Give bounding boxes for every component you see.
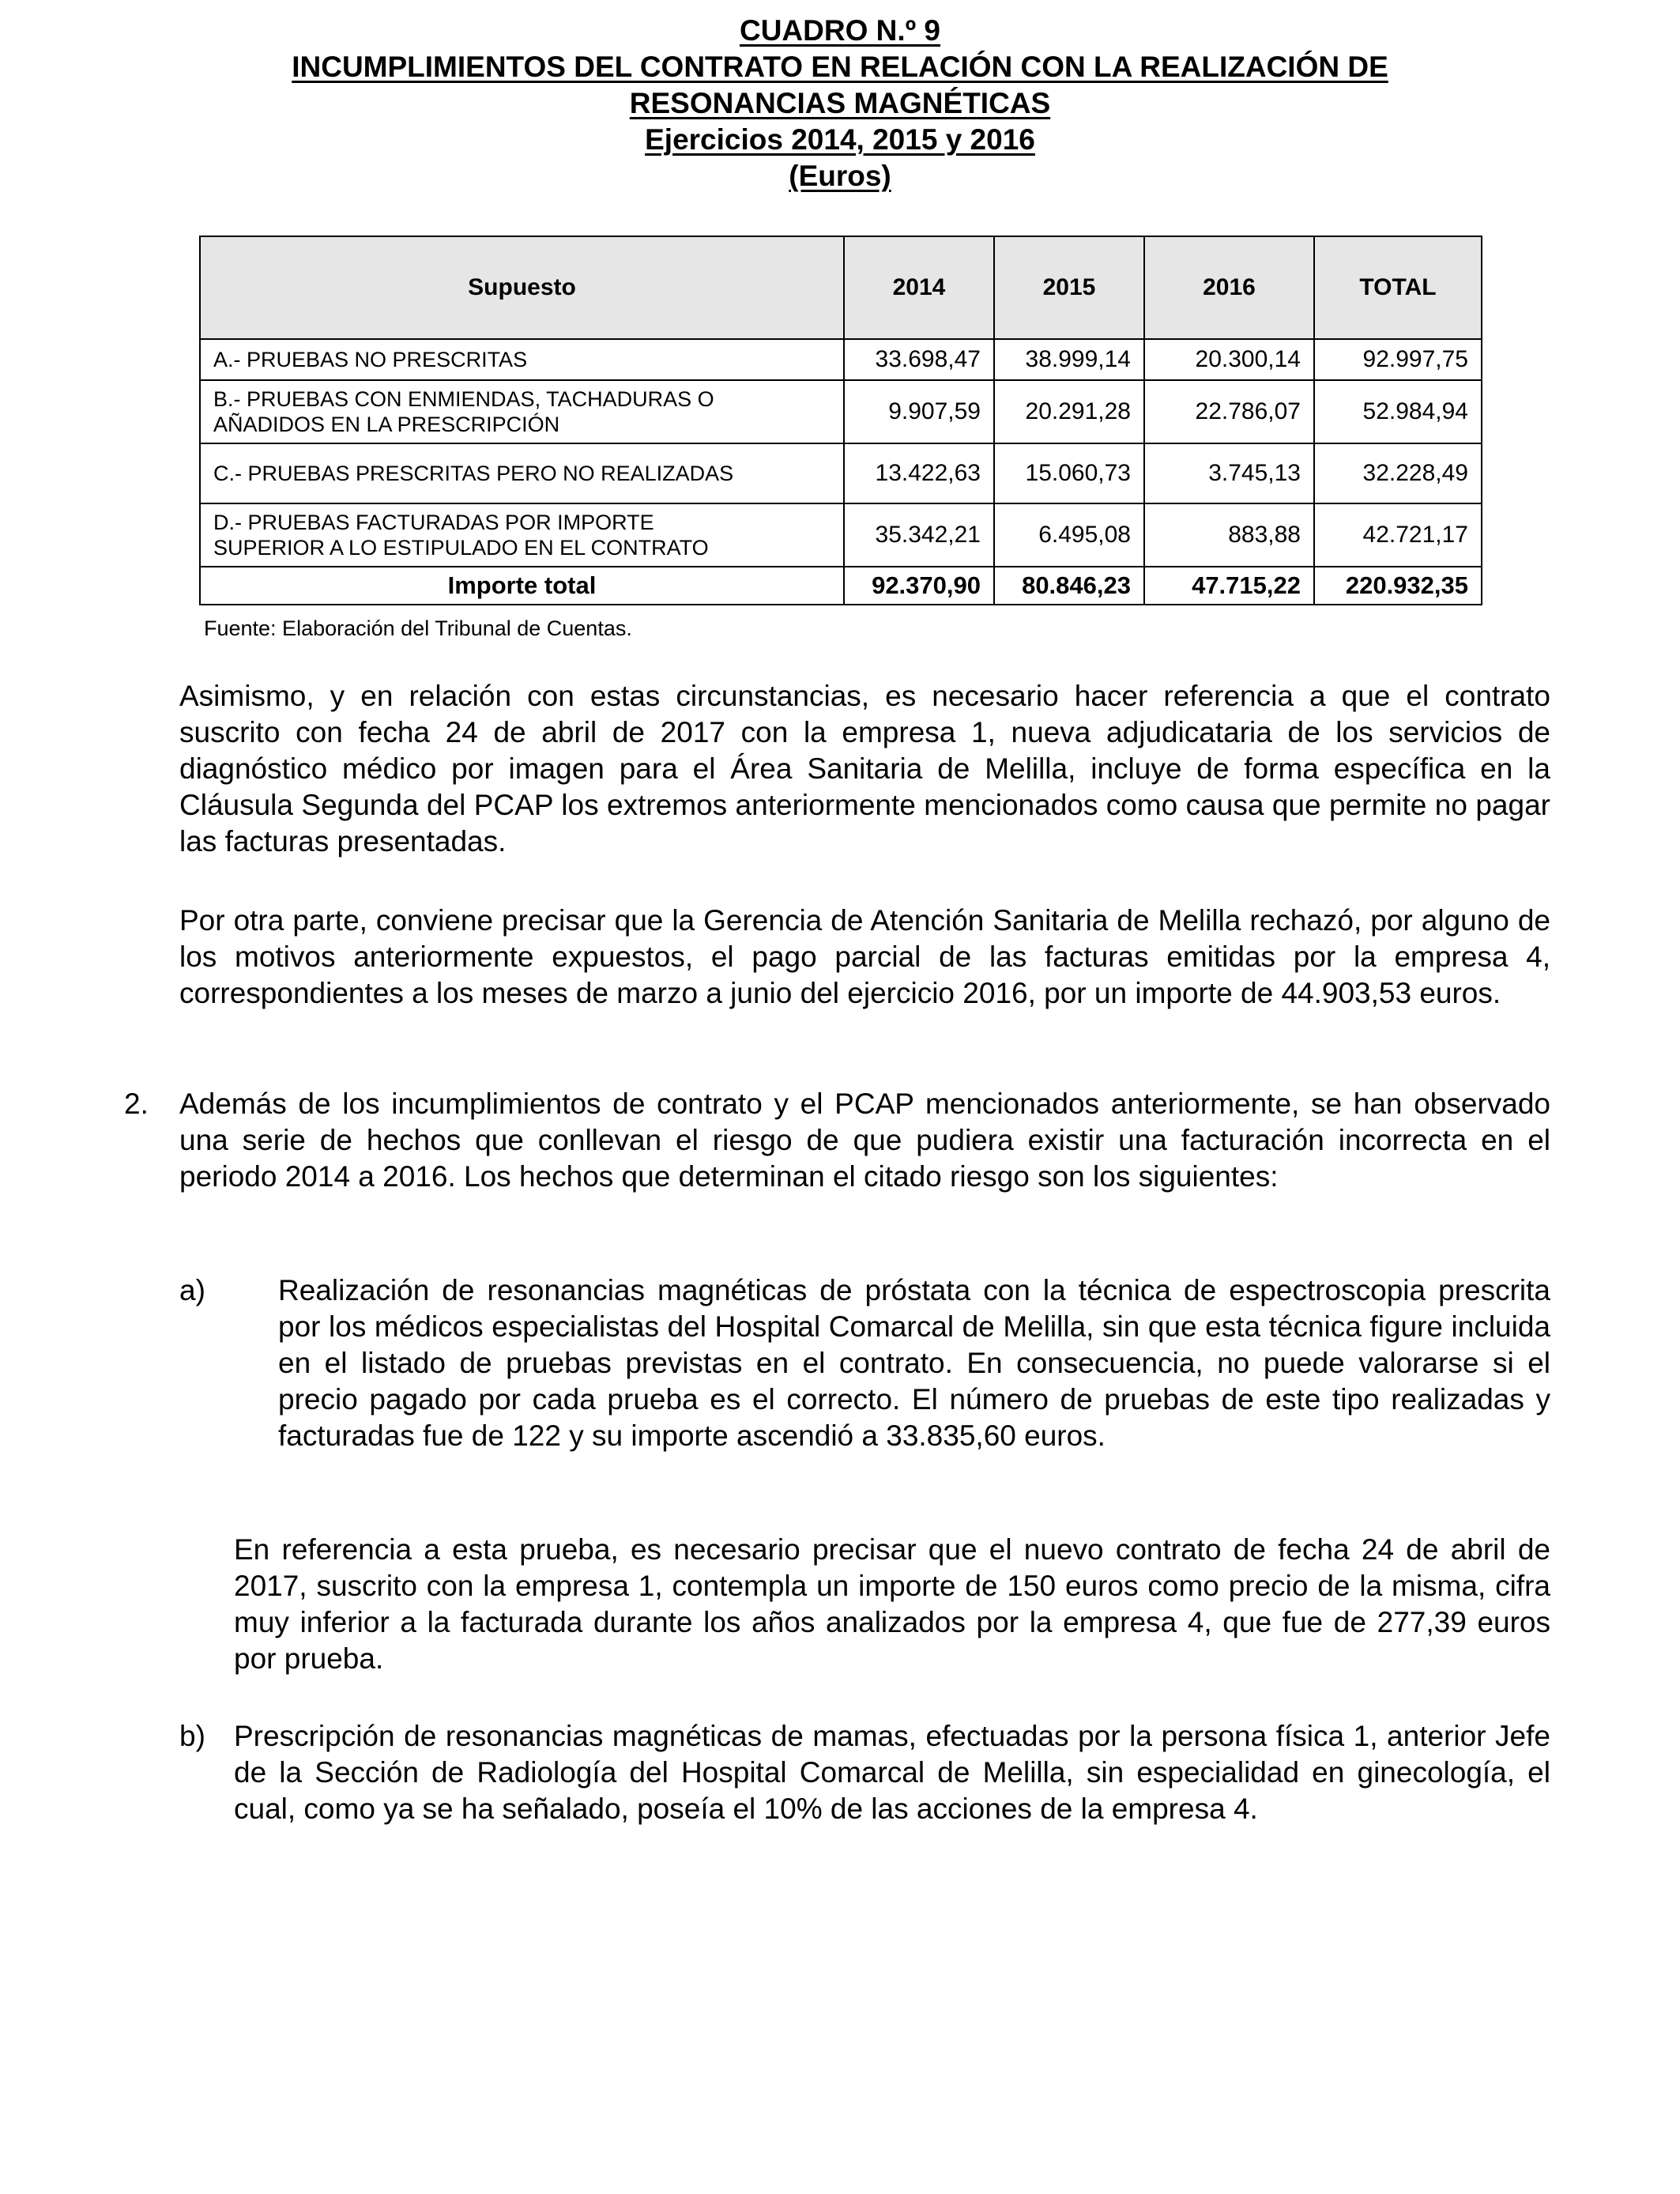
cell-2014: 9.907,59	[844, 380, 994, 443]
paragraph-item-a-cont: En referencia a esta prueba, es necesario precisar que el nuevo contrato de fecha 24 de abril de 2017, suscrito con la empresa 1, contempla un importe de 150 euros como precio de la misma, cifra muy inferior a la facturada durante los años analizados por la empresa 4, que fue de 277,39 euros por prueba.	[234, 1533, 1550, 1675]
cell-2016: 22.786,07	[1144, 380, 1314, 443]
concept-text: C.- PRUEBAS PRESCRITAS PERO NO REALIZADAS	[213, 462, 734, 485]
table-source-note: Fuente: Elaboración del Tribunal de Cuentas.	[204, 616, 632, 640]
data-table	[199, 236, 1482, 605]
concept-text: D.- PRUEBAS FACTURADAS POR IMPORTE	[213, 511, 654, 534]
total-2014: 92.370,90	[844, 567, 994, 605]
table-row	[200, 503, 1482, 567]
table-row	[200, 443, 1482, 503]
total-label: Importe total	[200, 567, 844, 605]
cell-2015: 20.291,28	[994, 380, 1144, 443]
total-total: 220.932,35	[1314, 567, 1482, 605]
cell-2014: 13.422,63	[844, 443, 994, 503]
row-concept	[200, 503, 844, 567]
cell-2016: 20.300,14	[1144, 339, 1314, 380]
paragraph-asimismo: Asimismo, y en relación con estas circunstancias, es necesario hacer referencia a que el contrato suscrito con fecha 24 de abril de 2017 con la empresa 1, nueva adjudicataria de los servicios de diagnóstico médico por imagen para el Área Sanitaria de Melilla, incluye de forma específica en la Cláusula Segunda del PCAP los extremos anteriormente mencionados como causa que permite no pagar las facturas presentadas.	[179, 680, 1550, 858]
cell-total: 32.228,49	[1314, 443, 1482, 503]
cell-2014: 33.698,47	[844, 339, 994, 380]
cell-2014: 35.342,21	[844, 503, 994, 567]
paragraph-por-otra-parte: Por otra parte, conviene precisar que la Gerencia de Atención Sanitaria de Melilla rechazó, por alguno de los motivos anteriormente expuestos, el pago parcial de las facturas emitidas por la empresa 4, correspondientes a los meses de marzo a junio del ejercicio 2016, por un importe de 44.903,53 euros.	[179, 904, 1550, 1009]
cell-total: 42.721,17	[1314, 503, 1482, 567]
paragraph-item-b: Prescripción de resonancias magnéticas de mamas, efectuadas por la persona física 1, anterior Jefe de la Sección de Radiología del Hospital Comarcal de Melilla, sin especialidad en ginecología, el cual, como ya se ha señalado, poseía el 10% de las acciones de la empresa 4.	[234, 1720, 1550, 1825]
list-marker-2: 2.	[124, 1088, 149, 1120]
table-row	[200, 339, 1482, 380]
title-line-4: Ejercicios 2014, 2015 y 2016	[645, 123, 1035, 156]
concept-text: A.- PRUEBAS NO PRESCRITAS	[213, 348, 528, 371]
row-concept	[200, 339, 844, 380]
cell-2015: 15.060,73	[994, 443, 1144, 503]
header-2014: 2014	[844, 236, 994, 339]
cell-2016: 883,88	[1144, 503, 1314, 567]
cell-2016: 3.745,13	[1144, 443, 1314, 503]
row-concept	[200, 443, 844, 503]
list-marker-b: b)	[179, 1720, 205, 1752]
concept-text-cont: AÑADIDOS EN LA PRESCRIPCIÓN	[213, 413, 560, 436]
header-2015: 2015	[994, 236, 1144, 339]
title-line-1: CUADRO N.º 9	[739, 14, 941, 47]
concept-text: B.- PRUEBAS CON ENMIENDAS, TACHADURAS O	[213, 387, 714, 411]
total-row	[200, 567, 1482, 605]
header-supuesto: Supuesto	[200, 236, 844, 339]
cell-2015: 38.999,14	[994, 339, 1144, 380]
total-2015: 80.846,23	[994, 567, 1144, 605]
table-header-row	[200, 236, 1482, 339]
total-2016: 47.715,22	[1144, 567, 1314, 605]
header-2016: 2016	[1144, 236, 1314, 339]
cell-total: 52.984,94	[1314, 380, 1482, 443]
table-row	[200, 380, 1482, 443]
concept-text-cont: SUPERIOR A LO ESTIPULADO EN EL CONTRATO	[213, 536, 709, 560]
list-marker-a: a)	[179, 1274, 205, 1306]
row-concept	[200, 380, 844, 443]
cell-total: 92.997,75	[1314, 339, 1482, 380]
title-line-2: INCUMPLIMIENTOS DEL CONTRATO EN RELACIÓN CON LA REALIZACIÓN DE	[292, 51, 1388, 83]
paragraph-item-2: Además de los incumplimientos de contrato y el PCAP mencionados anteriormente, se han observado una serie de hechos que conllevan el riesgo de que pudiera existir una facturación incorrecta en el periodo 2014 a 2016. Los hechos que determinan el citado riesgo son los siguientes:	[179, 1088, 1550, 1193]
title-line-3: RESONANCIAS MAGNÉTICAS	[629, 87, 1051, 119]
paragraph-item-a: Realización de resonancias magnéticas de próstata con la técnica de espectroscopia prescrita por los médicos especialistas del Hospital Comarcal de Melilla, sin que esta técnica figure incluida en el listado de pruebas previstas en el contrato. En consecuencia, no puede valorarse si el precio pagado por cada prueba es el correcto. El número de pruebas de este tipo realizadas y facturadas fue de 122 y su importe ascendió a 33.835,60 euros.	[278, 1274, 1550, 1452]
cell-2015: 6.495,08	[994, 503, 1144, 567]
title-line-5: (Euros)	[789, 160, 891, 192]
header-total: TOTAL	[1314, 236, 1482, 339]
table-title	[0, 13, 1680, 194]
